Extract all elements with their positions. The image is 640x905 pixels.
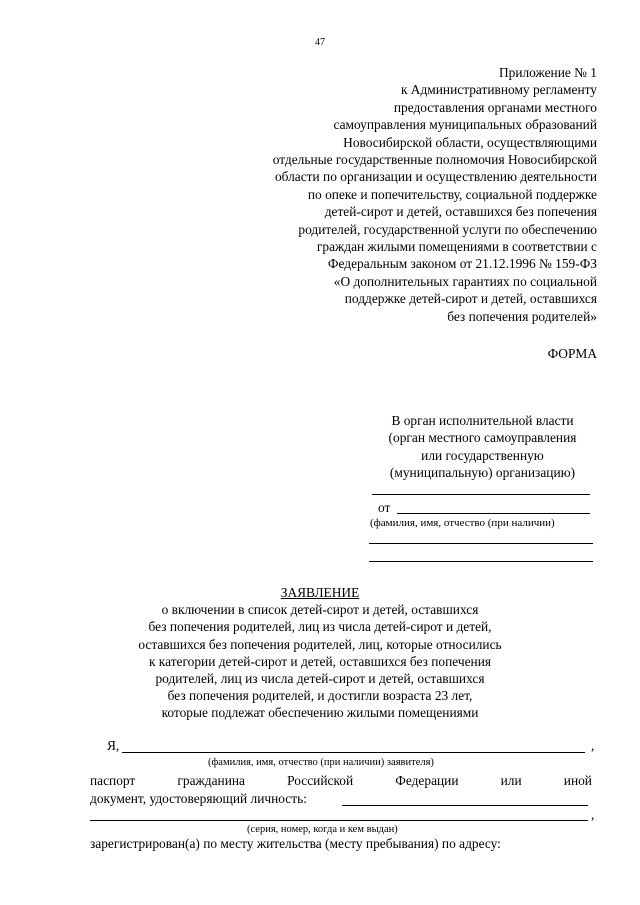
statement-line: родителей, лиц из числа детей-сирот и детей, оставшихся xyxy=(155,671,485,687)
addressee-block xyxy=(370,412,595,482)
addressee-line: В орган исполнительной власти xyxy=(391,413,574,428)
document-line[interactable] xyxy=(342,805,588,806)
document-line-2[interactable] xyxy=(90,820,588,821)
statement-line: к категории детей-сирот и детей, оставшихся без попечения xyxy=(148,653,492,669)
page-number: 47 xyxy=(315,37,325,48)
appendix-line: родителей, государственной услуги по обеспечению xyxy=(298,221,597,237)
appendix-line: по опеке и попечительству, социальной поддержке xyxy=(307,186,597,202)
appendix-line: Федеральным законом от 21.12.1996 № 159-ФЗ xyxy=(327,256,597,272)
fio-caption: (фамилия, имя, отчество (при наличии) xyxy=(370,517,555,529)
passport-word: Российской xyxy=(287,773,354,788)
from-label: от xyxy=(378,500,391,515)
i-label: Я, xyxy=(107,738,120,753)
statement-line: без попечения родителей, лиц из числа детей-сирот и детей, xyxy=(148,619,492,635)
statement-title: ЗАЯВЛЕНИЕ xyxy=(280,585,360,600)
fio-blank-line-2[interactable] xyxy=(369,561,593,562)
series-caption: (серия, номер, когда и кем выдан) xyxy=(247,824,398,835)
appendix-header xyxy=(177,64,597,325)
statement-line: которые подлежат обеспечению жилыми помещениями xyxy=(161,705,479,721)
appendix-line: отдельные государственные полномочия Новосибирской xyxy=(272,152,597,168)
appendix-line: детей-сирот и детей, оставшихся без попечения xyxy=(324,204,597,220)
passport-word: гражданина xyxy=(177,773,246,788)
appendix-line: предоставления органами местного xyxy=(393,99,597,115)
passport-word: Федерации xyxy=(395,773,459,788)
passport-word: паспорт xyxy=(90,773,136,788)
statement-heading xyxy=(0,584,640,722)
statement-line: о включении в список детей-сирот и детей, оставшихся xyxy=(161,602,479,618)
applicant-name-line[interactable] xyxy=(122,752,585,753)
appendix-line: к Административному регламенту xyxy=(400,82,597,98)
addressee-line: или государственную xyxy=(421,447,544,463)
form-label: ФОРМА xyxy=(547,346,597,361)
appendix-line: поддержке детей-сирот и детей, оставшихся xyxy=(344,291,597,307)
appendix-line: граждан жилыми помещениями в соответствии с xyxy=(316,239,597,255)
document-label: документ, удостоверяющий личность: xyxy=(90,791,307,806)
addressee-line: (муниципальную) организацию) xyxy=(389,465,576,481)
appendix-line: самоуправления муниципальных образований xyxy=(333,117,597,133)
passport-line xyxy=(90,773,592,789)
applicant-caption: (фамилия, имя, отчество (при наличии) заявителя) xyxy=(208,757,434,768)
registered-text: зарегистрирован(а) по месту жительства (месту пребывания) по адресу: xyxy=(90,836,501,851)
passport-word: или xyxy=(500,773,522,788)
addressee-blank-line[interactable] xyxy=(372,494,590,495)
appendix-line: «О дополнительных гарантиях по социальной xyxy=(333,273,597,289)
comma: , xyxy=(591,738,595,753)
appendix-line: Новосибирской области, осуществляющими xyxy=(343,134,597,150)
from-blank-line[interactable] xyxy=(397,513,590,514)
statement-line: оставшихся без попечения родителей, лиц, которые относились xyxy=(138,636,502,652)
statement-line: без попечения родителей, и достигли возраста 23 лет, xyxy=(167,688,473,704)
comma: , xyxy=(591,807,595,822)
appendix-line: области по организации и осуществлению деятельности xyxy=(274,169,597,185)
addressee-line: (орган местного самоуправления xyxy=(388,430,577,446)
fio-blank-line-1[interactable] xyxy=(369,543,593,544)
appendix-line: без попечения родителей» xyxy=(447,308,597,324)
passport-word: иной xyxy=(563,773,592,788)
appendix-line: Приложение № 1 xyxy=(498,65,597,80)
